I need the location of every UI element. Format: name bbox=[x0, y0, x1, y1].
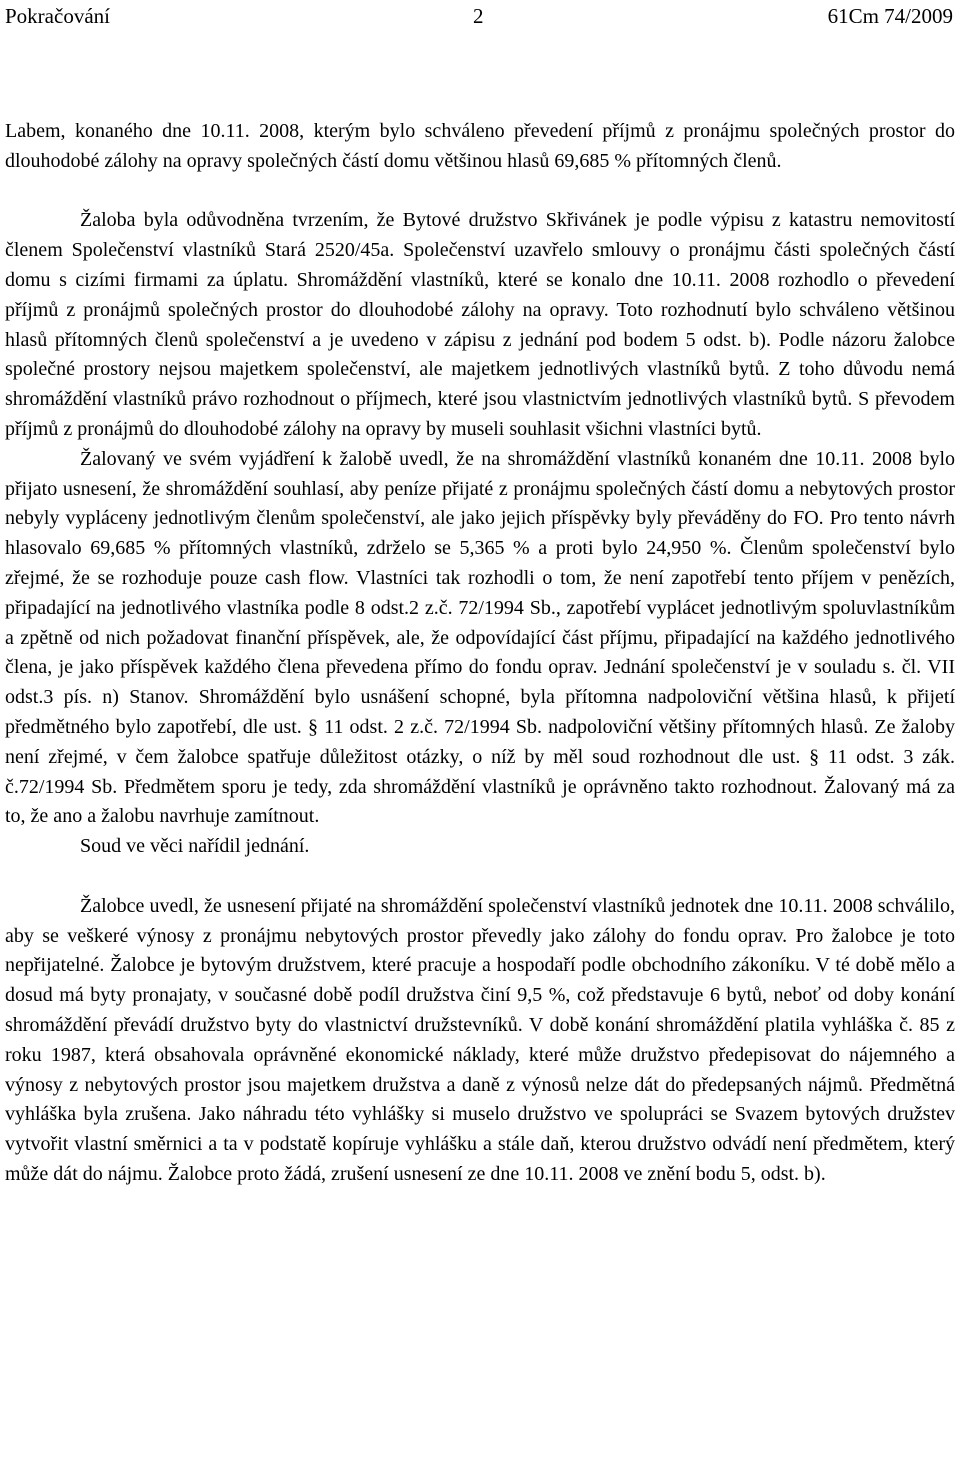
paragraph-plaintiff-statement: Žalobce uvedl, že usnesení přijaté na shromáždění společenství vlastníků jednotek dne 10.11. 2008 schválilo, aby se veškeré výnosy z pronájmu nebytových prostor převedly jako zálohy do fondu oprav. Pro žalobce je toto nepřijatelné. Žalobce je bytovým družstvem, které pracuje a hospodaří podle obchodního zákoníku. V té době mělo a dosud má byty pronajaty, v současné době podíl družstva činí 9,5 %, což představuje 6 bytů, neboť od doby konání shromáždění převádí družstvo byty do vlastnictví družstevníků. V době konání shromáždění platila vyhláška č. 85 z roku 1987, která obsahovala oprávněné ekonomické náklady, které může družstvo předepisovat do nájemného a výnosy z nebytových prostor jsou majetkem družstva a daně z výnosů nelze dát do předepsaných nájmů. Předmětná vyhláška byla zrušena. Jako náhradu této vyhlášky si muselo družstvo ve spolupráci se Svazem bytových družstev vytvořit vlastní směrnici a ta v podstatě kopíruje vyhlášku a stále daň, kterou družstvo odvádí není předmětem, který může dát do nájmu. Žalobce proto žádá, zrušení usnesení ze dne 10.11. 2008 ve znění bodu 5, odst. b). bbox=[5, 894, 955, 1185]
header-continuation-label: Pokračování bbox=[5, 4, 110, 28]
page-number: 2 bbox=[473, 4, 484, 28]
case-number: 61Cm 74/2009 bbox=[827, 4, 953, 28]
document-body bbox=[5, 117, 955, 1190]
paragraph-continuation: Labem, konaného dne 10.11. 2008, kterým bylo schváleno převedení příjmů z pronájmu společných prostor do dlouhodobé zálohy na opravy společných částí domu většinou hlasů 69,685 % přítomných členů. bbox=[5, 120, 955, 172]
page-header bbox=[0, 0, 960, 40]
paragraph-claim: Žaloba byla odůvodněna tvrzením, že Bytové družstvo Skřivánek je podle výpisu z katastru nemovitostí členem Společenství vlastníků Stará 2520/45a. Společenství uzavřelo smlouvy o pronájmu části společných částí domu s cizími firmami za úplatu. Shromáždění vlastníků, které se konalo dne 10.11. 2008 rozhodlo o převedení příjmů z pronájmů společných prostor do dlouhodobé zálohy na opravy. Toto rozhodnutí bylo schváleno většinou hlasů přítomných členů společenství a je uvedeno v zápisu z jednání pod bodem 5 odst. b). Podle názoru žalobce společné prostory nejsou majetkem společenství, ale majetkem jednotlivých vlastníků bytů. Z toho důvodu nemá shromáždění vlastníků právo rozhodnout o příjmech, které jsou vlastnictvím jednotlivých vlastníků bytů. S převodem příjmů z pronájmů do dlouhodobé zálohy na opravy by museli souhlasit všichni vlastníci bytů. bbox=[5, 209, 955, 440]
paragraph-defendant-statement: Žalovaný ve svém vyjádření k žalobě uvedl, že na shromáždění vlastníků konaném dne 10.11. 2008 bylo přijato usnesení, že shromáždění souhlasí, aby peníze přijaté z pronájmu společných částí domu a nebytových prostor nebyly vypláceny jednotlivým členům společenství, ale jako jejich příspěvky byly převáděny do FO. Pro tento návrh hlasovalo 69,685 % přítomných vlastníků, zdrželo se 5,365 % a proti bylo 24,950 %. Členům společenství bylo zřejmé, že se rozhoduje pouze cash flow. Vlastníci tak rozhodli o tom, že není zapotřebí tento příjem v penězích, připadající na jednotlivého vlastníka podle 8 odst.2 z.č. 72/1994 Sb., zapotřebí vyplácet jednotlivým spoluvlastníkům a zpětně od nich požadovat finanční příspěvek, ale, že odpovídající část příjmu, připadající na každého jednotlivého člena, je jako příspěvek každého člena převedena přímo do fondu oprav. Jednání společenství je v souladu s. čl. VII odst.3 pís. n) Stanov. Shromáždění bylo usnášení schopné, byla přítomna nadpoloviční většina hlasů, k přijetí předmětného bylo zapotřebí, dle ust. § 11 odst. 2 z.č. 72/1994 Sb. nadpoloviční většiny přítomných hlasů. Ze žaloby není zřejmé, v čem žalobce spatřuje důležitost otázky, o níž by měl soud rozhodnout dle ust. § 11 odst. 3 zák. č.72/1994 Sb. Předmětem sporu je tedy, zda shromáždění vlastníků je oprávněno takto rozhodnout. Žalovaný má za to, že ano a žalobu navrhuje zamítnout. bbox=[5, 447, 955, 828]
paragraph-hearing-ordered: Soud ve věci nařídil jednání. bbox=[80, 835, 310, 858]
